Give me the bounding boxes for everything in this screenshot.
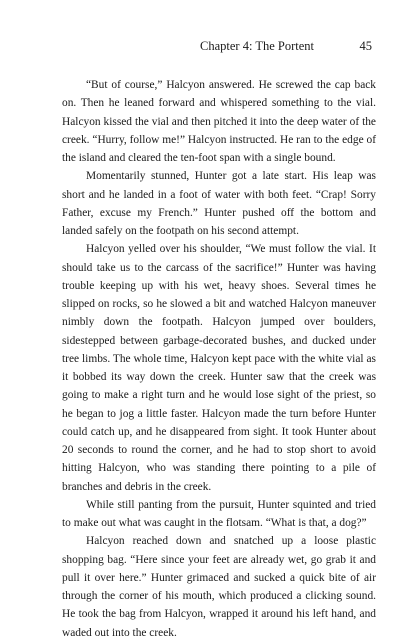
paragraph: Momentarily stunned, Hunter got a late start. His leap was short and he landed in a foot of water with both feet. “Crap! Sorry Father, excuse my French.” Hunter pushed off the bottom and landed safely on the footpath on his second attempt.: [62, 170, 376, 237]
paragraph: While still panting from the pursuit, Hunter squinted and tried to make out what was caught in the flotsam. “What is that, a dog?”: [62, 498, 376, 529]
chapter-title: Chapter 4: The Portent: [200, 39, 314, 53]
running-head: [62, 36, 372, 56]
paragraph: “But of course,” Halcyon answered. He screwed the cap back on. Then he leaned forward and whispered something to the vial. Halcyon kissed the vial and then pitched it into the deep water of the creek. “Hurry, follow me!” Halcyon instructed. He ran to the edge of the island and cleared the ten-foot span with a single bound.: [62, 79, 376, 164]
paragraph: Halcyon reached down and snatched up a loose plastic shopping bag. “Here since your feet are already wet, go grab it and pull it over here.” Hunter grimaced and sucked a quick bite of air through the corner of his mouth, which produced a clicking sound. He took the bag from Halcyon, wrapped it around his left hand, and waded out into the creek.: [62, 535, 376, 639]
paragraph: Halcyon yelled over his shoulder, “We must follow the vial. It should take us to the carcass of the sacrifice!” Hunter was having trouble keeping up with his wet, heavy shoes. Several times he slipped on rocks, so he slowed a bit and watched Halcyon maneuver nimbly down the footpath. Halcyon jumped over boulders, sidestepped between garbage-decorated bushes, and ducked under tree limbs. The whole time, Halcyon kept pace with the white vial as it bobbed its way down the creek. Hunter saw that the creek was going to make a right turn and he would lose sight of the priest, so he began to jog a little faster. Halcyon made the turn before Hunter could catch up, and he disappeared from sight. It took Hunter about 20 seconds to round the corner, and he had to stop short to avoid hitting Halcyon, who was standing there pointing to a pile of branches and debris in the creek.: [62, 243, 376, 493]
body-text: [62, 76, 376, 642]
page-number: 45: [359, 39, 372, 53]
